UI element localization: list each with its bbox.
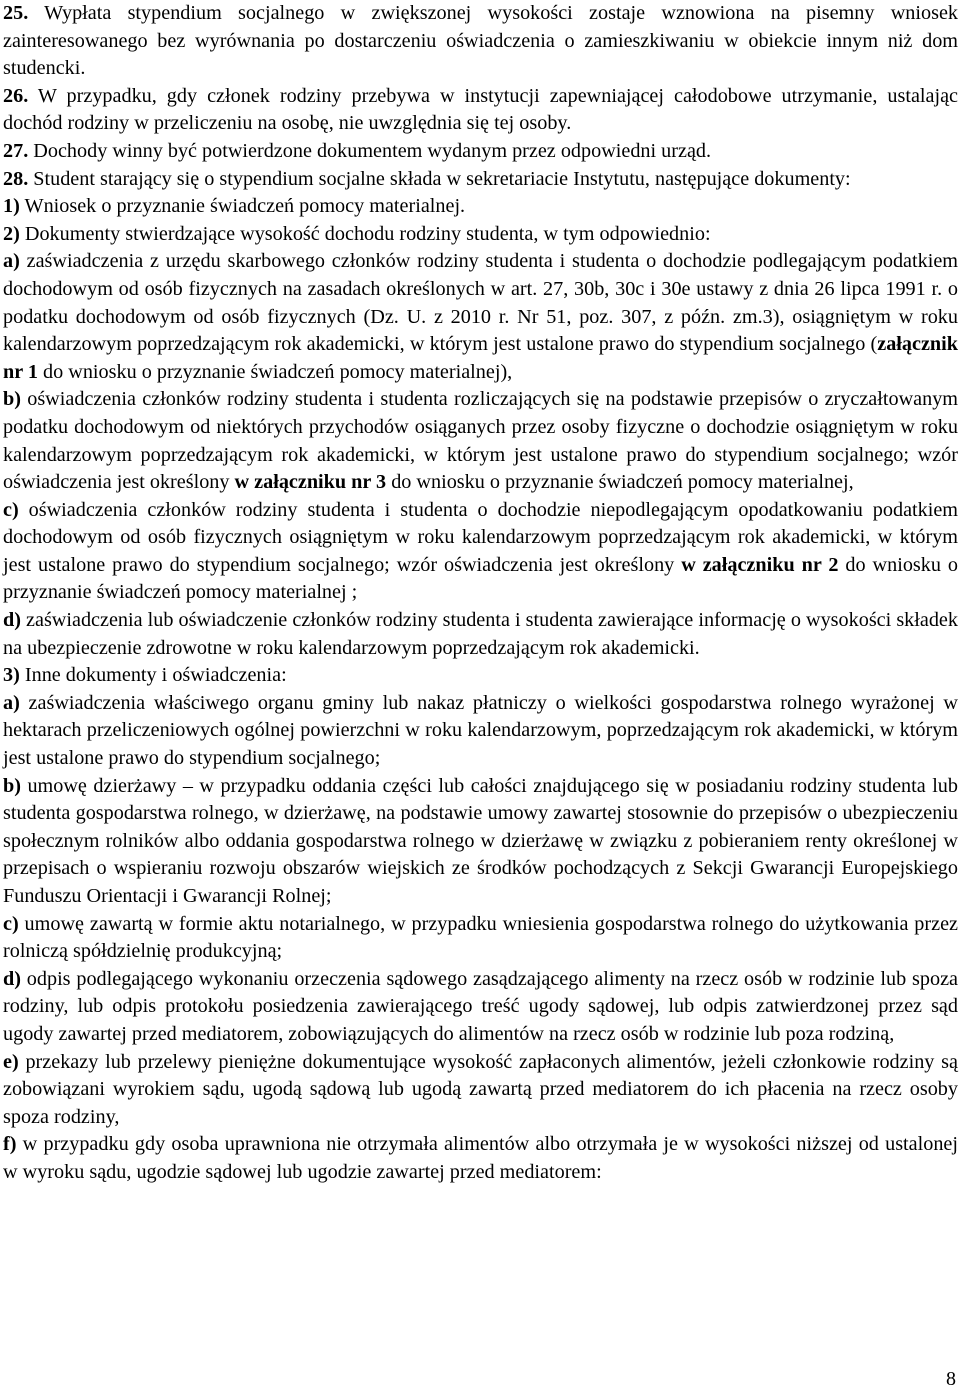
- paragraph-bold-text: b): [3, 774, 21, 797]
- paragraph-p28-3f: [3, 1131, 958, 1186]
- paragraph-bold-text: 2): [3, 222, 20, 245]
- paragraph-p28-2: [3, 221, 958, 249]
- paragraph-text: przekazy lub przelewy pieniężne dokumentujące wysokość zapłaconych alimentów, jeżeli członkowie rodziny są zobowiązani wyrokiem sądu, ugodą sądową lub ugodą zawartą przed mediatorem do ich płacenia na rzecz osoby spoza rodziny,: [3, 1050, 958, 1128]
- paragraph-p28-3d: [3, 966, 958, 1049]
- paragraph-bold-text: 26.: [3, 84, 29, 107]
- paragraph-p28-2d: [3, 607, 958, 662]
- paragraph-p28-2b: [3, 386, 958, 496]
- paragraph-bold-text: załącznik nr 1: [3, 333, 958, 383]
- paragraph-text: zaświadczenia z urzędu skarbowego członków rodziny studenta i studenta o dochodzie podlegającym podatkiem dochodowym od osób fizycznych na zasadach określonych w art. 27, 30b, 30c i 30e ustawy z dnia 26 lipca 1991 r. o podatku dochodowym od osób fizycznych (Dz. U. z 2010 r. Nr 51, poz. 307, z późn. zm.3), osiągniętym w roku kalendarzowym poprzedzającym rok akademicki, w którym jest ustalone prawo do stypendium socjalnego (: [3, 250, 958, 356]
- paragraph-p27: [3, 138, 958, 166]
- paragraph-text: w przypadku gdy osoba uprawniona nie otrzymała alimentów albo otrzymała je w wysokości niższej od ustalonej w wyroku sądu, ugodzie sądowej lub ugodzie zawartej przed mediatorem:: [3, 1133, 958, 1183]
- paragraph-bold-text: w załączniku nr 3: [234, 471, 387, 494]
- paragraph-p28: [3, 166, 958, 194]
- paragraph-text: do wniosku o przyznanie świadczeń pomocy materialnej),: [37, 360, 513, 383]
- paragraph-text: umowę dzierżawy – w przypadku oddania części lub całości znajdującego się w posiadaniu rodziny studenta lub studenta gospodarstwa rolnego, w dzierżawę, na podstawie umowy zawartej stosownie do przepisów o ubezpieczeniu społecznym rolników albo oddania gospodarstwa rolnego w dzierżawę w związku z pobieraniem renty określonej w przepisach o wspieraniu rozwoju obszarów wiejskich ze środków pochodzących z Sekcji Gwarancji Europejskiego Funduszu Orientacji i Gwarancji Rolnej;: [3, 774, 958, 907]
- paragraph-text: W przypadku, gdy członek rodziny przebywa w instytucji zapewniającej całodobowe utrzymanie, ustalając dochód rodziny w przeliczeniu na osobę, nie uwzględnia się tej osoby.: [3, 84, 958, 135]
- paragraph-bold-text: c): [3, 912, 19, 935]
- paragraph-text: Wypłata stypendium socjalnego w zwiększonej wysokości zostaje wznowiona na pisemny wniosek zainteresowanego bez wyrównania po dostarczeniu oświadczenia o zamieszkiwaniu w obiekcie innym niż dom studencki.: [3, 2, 958, 80]
- paragraph-text: do wniosku o przyznanie świadczeń pomocy materialnej,: [386, 471, 854, 494]
- paragraph-text: odpis podlegającego wykonaniu orzeczenia sądowego zasądzającego alimenty na rzecz osób w rodzinie lub spoza rodziny, lub odpis protokołu posiedzenia zawierającego treść ugody sądowej, lub odpis zatwierdzonej przez sąd ugody zawartej przed mediatorem, zobowiązujących do alimentów na rzecz osób w rodzinie lub poza rodziną,: [3, 967, 958, 1045]
- paragraph-bold-text: 27.: [3, 139, 29, 162]
- paragraph-text: do wniosku o przyznanie świadczeń pomocy materialnej ;: [3, 553, 958, 604]
- paragraph-p28-3e: [3, 1049, 958, 1132]
- paragraph-bold-text: e): [3, 1050, 19, 1073]
- paragraph-list: [3, 0, 958, 1187]
- page-number: 8: [946, 1368, 956, 1390]
- paragraph-p28-3c: [3, 911, 958, 966]
- paragraph-p28-3a: [3, 690, 958, 773]
- paragraph-text: zaświadczenia lub oświadczenie członków rodziny studenta i studenta zawierające informację o wysokości składek na ubezpieczenie zdrowotne w roku kalendarzowym poprzedzającym rok akademicki.: [3, 609, 958, 659]
- paragraph-bold-text: w załączniku nr 2: [681, 553, 839, 576]
- paragraph-text: oświadczenia członków rodziny studenta i studenta o dochodzie niepodlegającym opodatkowaniu podatkiem dochodowym od osób fizycznych osiągniętym w roku kalendarzowym poprzedzającym rok akademicki, w którym jest ustalone prawo do stypendium socjalnego; wzór oświadczenia jest określony: [3, 498, 958, 576]
- paragraph-text: oświadczenia członków rodziny studenta i studenta rozliczających się na podstawie przepisów o zryczałtowanym podatku dochodowym od niektórych przychodów osiąganych przez osoby fizyczne o dochodzie osiągniętym w roku kalendarzowym poprzedzającym rok akademicki, w którym jest ustalone prawo do stypendium socjalnego; wzór oświadczenia jest określony: [3, 388, 958, 494]
- paragraph-text: Student starający się o stypendium socjalne składa w sekretariacie Instytutu, następujące dokumenty:: [28, 167, 851, 190]
- paragraph-p28-1: [3, 193, 958, 221]
- paragraph-p28-3b: [3, 773, 958, 911]
- paragraph-p28-3: [3, 662, 958, 690]
- document-page: [3, 0, 958, 1187]
- paragraph-bold-text: 28.: [3, 167, 29, 190]
- paragraph-text: zaświadczenia właściwego organu gminy lub nakaz płatniczy o wielkości gospodarstwa rolnego wyrażonej w hektarach przeliczeniowych ogólnej powierzchni w roku kalendarzowym, poprzedzającym rok akademicki, w którym jest ustalone prawo do stypendium socjalnego;: [3, 691, 958, 770]
- paragraph-bold-text: f): [3, 1133, 17, 1156]
- paragraph-text: Dochody winny być potwierdzone dokumentem wydanym przez odpowiedni urząd.: [28, 139, 712, 162]
- paragraph-bold-text: d): [3, 967, 21, 990]
- paragraph-bold-text: 25.: [3, 2, 29, 24]
- paragraph-p26: [3, 83, 958, 138]
- paragraph-bold-text: c): [3, 498, 19, 521]
- paragraph-text: Dokumenty stwierdzające wysokość dochodu rodziny studenta, w tym odpowiednio:: [19, 222, 711, 245]
- paragraph-bold-text: a): [3, 691, 20, 714]
- paragraph-bold-text: a): [3, 250, 20, 273]
- paragraph-bold-text: b): [3, 388, 21, 411]
- paragraph-p28-2a: [3, 248, 958, 386]
- paragraph-bold-text: 3): [3, 664, 20, 687]
- paragraph-text: Inne dokumenty i oświadczenia:: [19, 664, 287, 687]
- paragraph-text: Wniosek o przyznanie świadczeń pomocy materialnej.: [19, 195, 466, 218]
- paragraph-bold-text: 1): [3, 195, 20, 218]
- paragraph-p28-2c: [3, 497, 958, 607]
- paragraph-bold-text: d): [3, 609, 21, 632]
- paragraph-p25: [3, 0, 958, 83]
- paragraph-text: umowę zawartą w formie aktu notarialnego, w przypadku wniesienia gospodarstwa rolnego do użytkowania przez rolniczą spółdzielnię produkcyjną;: [3, 912, 958, 963]
